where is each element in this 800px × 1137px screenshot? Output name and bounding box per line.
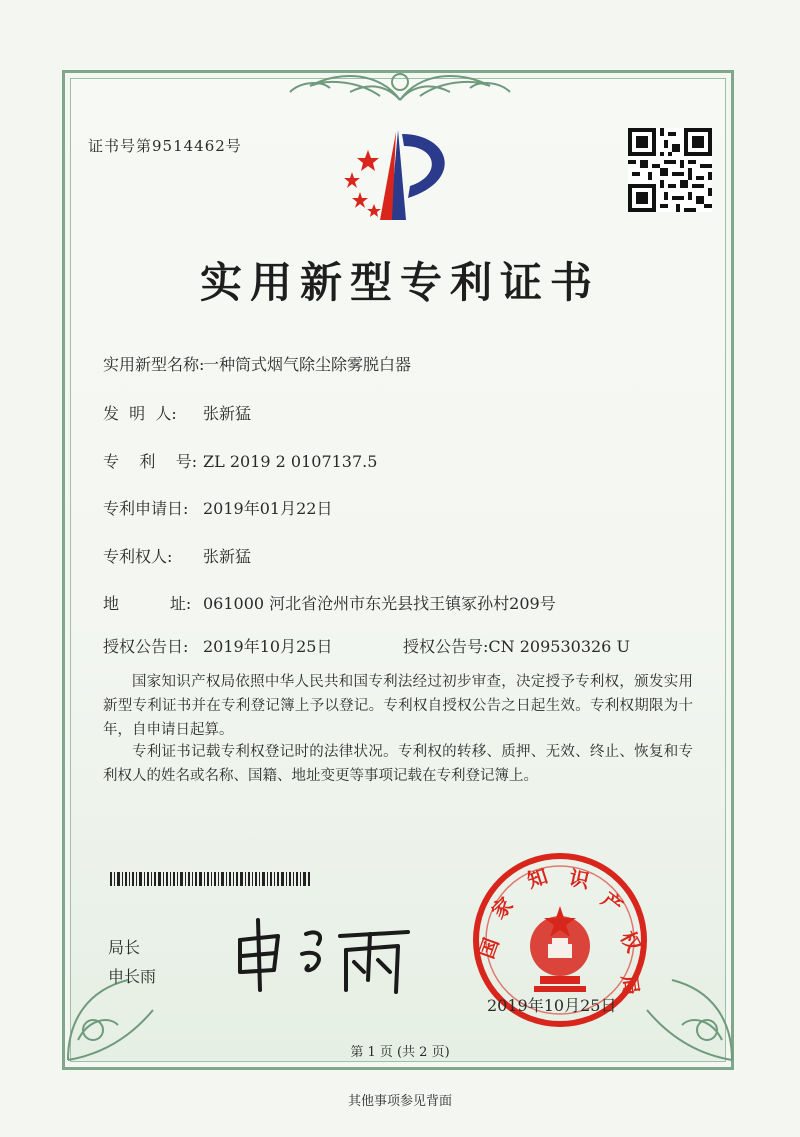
patent-number-label: 专 利 号: [103,452,198,471]
director-name: 申长雨 [108,967,157,986]
filing-date-label: 专利申请日: [103,499,189,518]
svg-text:权: 权 [615,927,647,957]
svg-text:识: 识 [566,865,592,894]
certificate-title: 实用新型专利证书 [199,258,600,307]
inventor-label: 发 明 人: [103,404,177,423]
body-paragraph-2: 专利证书记载专利权登记时的法律状况。专利权的转移、质押、无效、终止、恢复和专利权人的姓名或名称、国籍、地址变更等事项记载在专利登记簿上。 [103,744,693,784]
seal-date: 2019年10月25日 [487,996,617,1015]
svg-text:产: 产 [596,887,628,919]
inventor-row [103,401,251,424]
inventor-value: 张新猛 [203,404,252,423]
patentee-label: 专利权人: [103,547,173,566]
certificate-number: 证书号第9514462号 [88,137,242,155]
patentee-row [103,544,251,567]
patent-number-value: ZL 2019 2 0107137.5 [203,452,378,471]
svg-text:知: 知 [524,863,551,893]
address-value: 061000 河北省沧州市东光县找王镇冢孙村209号 [203,594,556,613]
top-ornament-icon [270,52,530,112]
grant-date-label: 授权公告日: [103,637,189,656]
utility-model-name-label: 实用新型名称: [103,355,205,374]
body-paragraph-1: 国家知识产权局依照中华人民共和国专利法经过初步审查，决定授予专利权，颁发实用新型专利证书并在专利登记簿上予以登记。专利权自授权公告之日起生效。专利权期限为十年，自申请日起算。 [103,674,693,738]
utility-model-name-row [103,352,411,375]
filing-date-value: 2019年01月22日 [203,499,333,518]
svg-text:国: 国 [474,934,504,962]
patent-number-row [103,449,377,472]
grant-date-value: 2019年10月25日 [203,637,333,656]
grant-number-group [403,634,630,657]
grant-row [103,634,703,657]
filing-date-row [103,496,332,519]
qr-code-icon [628,128,712,212]
cnipa-logo-icon [330,120,470,230]
svg-text:家: 家 [486,892,518,924]
back-note: 其他事项参见背面 [347,1094,452,1109]
handwritten-signature-icon [228,910,418,1000]
page-number: 第 1 页 (共 2 页) [350,1045,450,1060]
address-row [103,591,556,614]
director-title: 局长 [108,938,141,957]
grant-number-label: 授权公告号: [403,637,489,656]
utility-model-name-value: 一种筒式烟气除尘除雾脱白器 [203,355,412,374]
address-label: 地 址: [103,594,192,613]
grant-number-value: CN 209530326 U [488,637,630,656]
patentee-value: 张新猛 [203,547,252,566]
barcode-icon [110,872,310,886]
svg-text:局: 局 [617,973,644,997]
